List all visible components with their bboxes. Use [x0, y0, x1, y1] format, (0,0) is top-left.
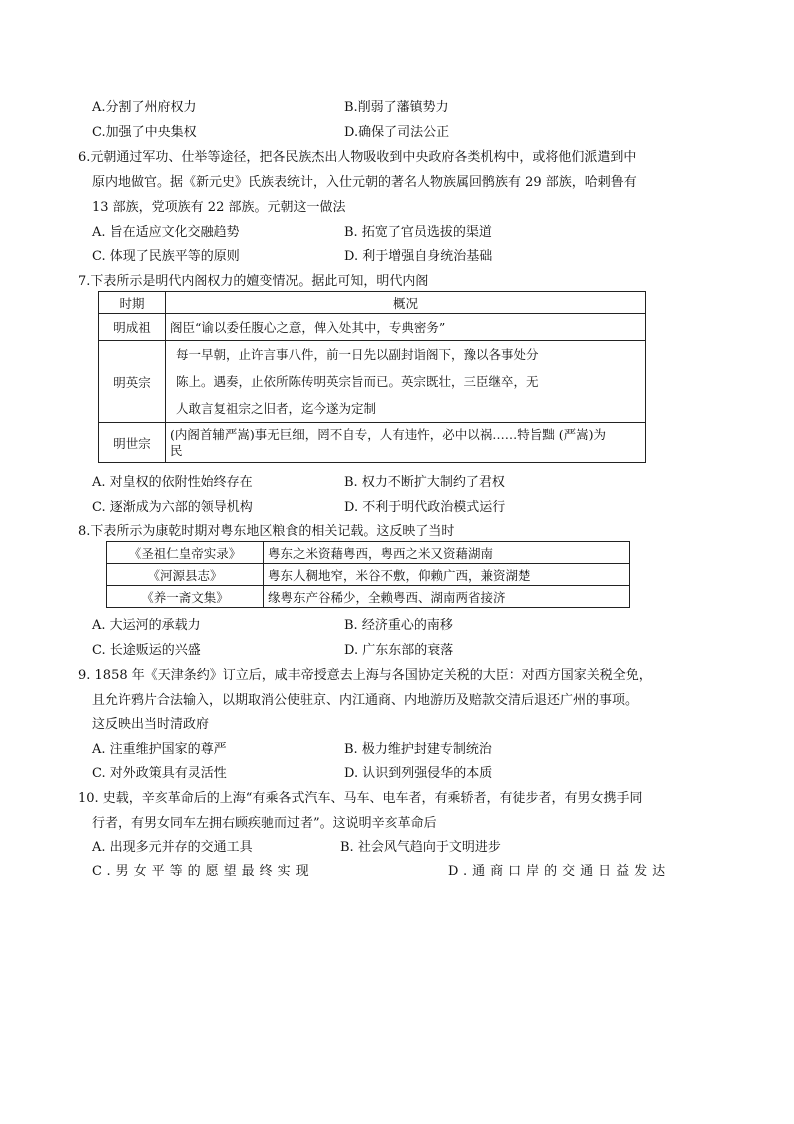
q10-option-b: B. 社会风气趋向于文明进步: [340, 840, 501, 855]
q9-option-a: A. 注重维护国家的尊严: [92, 742, 227, 757]
q9-stem-line-3: 这反映出当时清政府: [92, 717, 210, 732]
q7-option-a: A. 对皇权的依附性始终存在: [92, 475, 253, 490]
q8-table-row: [107, 542, 630, 564]
q5-option-b: B.削弱了藩镇势力: [344, 100, 449, 115]
q8-row-2-text: 粤东人稠地窄，米谷不敷，仰赖广西，兼资湖楚: [264, 564, 630, 586]
q8-row-3-text: 缘粤东产谷稀少，全赖粤西、湖南两省接济: [264, 586, 630, 608]
q8-option-d: D. 广东东部的衰落: [344, 643, 454, 658]
q7-header-summary: 概况: [166, 292, 646, 314]
q6-stem-line-3: 13 部族，党项族有 22 部族。元朝这一做法: [92, 200, 346, 215]
q6-option-a: A. 旨在适应文化交融趋势: [92, 225, 240, 240]
q9-stem-line-2: 且允许鸦片合法输入，以期取消公使驻京、内江通商、内地游历及赔款交清后退还广州的事项。: [92, 693, 639, 708]
q7-row-3-line-1: (内阁首辅严嵩)事无巨细，罔不自专，人有违忤，必中以祸……特旨黜 (严嵩)为: [170, 426, 606, 442]
q6-stem-line-2: 原内地做官。据《新元史》氏族表统计，入仕元朝的著名人物族属回鹘族有 29 部族，哈剌鲁有: [92, 175, 637, 190]
q5-option-c: C.加强了中央集权: [92, 125, 197, 140]
q6-option-b: B. 拓宽了官员选拔的渠道: [344, 225, 492, 240]
q10-option-a: A. 出现多元并存的交通工具: [92, 840, 253, 855]
q10-stem-line-2: 行者，有男女同车左拥右顾疾驰而过者”。这说明辛亥革命后: [92, 816, 437, 831]
q7-table-header: [99, 292, 646, 314]
q5-option-a: A.分割了州府权力: [92, 100, 197, 115]
q6-option-d: D. 利于增强自身统治基础: [344, 249, 493, 264]
q10-option-c: C.男女平等的愿望最终实现: [92, 864, 314, 879]
q8-table-row: [107, 564, 630, 586]
q7-row-3-line-2: 民: [170, 442, 183, 458]
q7-row-1-text: 阁臣“谕以委任腹心之意，俾入处其中，专典密务”: [166, 314, 646, 341]
q7-row-2-line-2: 陈上。遇奏，止依所陈传明英宗旨而已。英宗既壮，三臣继卒，无: [176, 374, 539, 389]
q8-option-a: A. 大运河的承载力: [92, 618, 201, 633]
q8-row-3-source: 《养一斋文集》: [107, 586, 264, 608]
q8-table-row: [107, 586, 630, 608]
q8-option-c: C. 长途贩运的兴盛: [92, 643, 201, 658]
q7-table-row: [99, 314, 646, 341]
q7-option-c: C. 逐渐成为六部的领导机构: [92, 500, 253, 515]
q7-option-b: B. 权力不断扩大制约了君权: [344, 475, 505, 490]
q8-row-1-text: 粤东之米资藉粤西，粤西之米又资藉湖南: [264, 542, 630, 564]
q6-option-c: C. 体现了民族平等的原则: [92, 249, 240, 264]
q6-stem-line-1: 6.元朝通过军功、仕举等途径，把各民族杰出人物吸收到中央政府各类机构中，或将他们派遣到中: [78, 150, 637, 165]
q8-row-2-source: 《河源县志》: [107, 564, 264, 586]
q8-table: [106, 541, 630, 608]
q9-option-b: B. 极力维护封建专制统治: [344, 742, 492, 757]
q7-stem: 7.下表所示是明代内阁权力的嬗变情况。据此可知，明代内阁: [78, 274, 429, 289]
q7-row-2-line-1: 每一早朝，止许言事八件，前一日先以副封诣阁下，豫以各事处分: [176, 347, 539, 362]
q7-row-1-period: 明成祖: [99, 314, 166, 341]
q7-header-period: 时期: [99, 292, 166, 314]
q9-option-c: C. 对外政策具有灵活性: [92, 766, 227, 781]
q7-row-3-period: 明世宗: [99, 423, 166, 463]
q7-row-2-text: [166, 341, 646, 423]
q10-option-d: D.通商口岸的交通日益发达: [448, 864, 671, 879]
q7-option-d: D. 不利于明代政治模式运行: [344, 500, 506, 515]
q7-row-2-line-3: 人敢言复祖宗之旧者，迄今遂为定制: [176, 401, 377, 416]
q8-stem: 8.下表所示为康乾时期对粤东地区粮食的相关记载。这反映了当时: [78, 524, 455, 539]
q10-stem-line-1: 10. 史载，辛亥革命后的上海“有乘各式汽车、马车、电车者，有乘轿者，有徒步者，有男女携手同: [78, 791, 643, 806]
q8-option-b: B. 经济重心的南移: [344, 618, 453, 633]
q7-row-2-period: 明英宗: [99, 341, 166, 423]
q8-row-1-source: 《圣祖仁皇帝实录》: [107, 542, 264, 564]
q7-table-row: [99, 423, 646, 463]
q9-option-d: D. 认识到列强侵华的本质: [344, 766, 493, 781]
q7-table-row: [99, 341, 646, 423]
q9-stem-line-1: 9. 1858 年《天津条约》订立后，咸丰帝授意去上海与各国协定关税的大臣：对西方国家关税全免，: [78, 668, 652, 683]
q7-table: [98, 291, 646, 463]
q5-option-d: D.确保了司法公正: [344, 125, 450, 140]
q7-row-3-text: [166, 423, 646, 463]
